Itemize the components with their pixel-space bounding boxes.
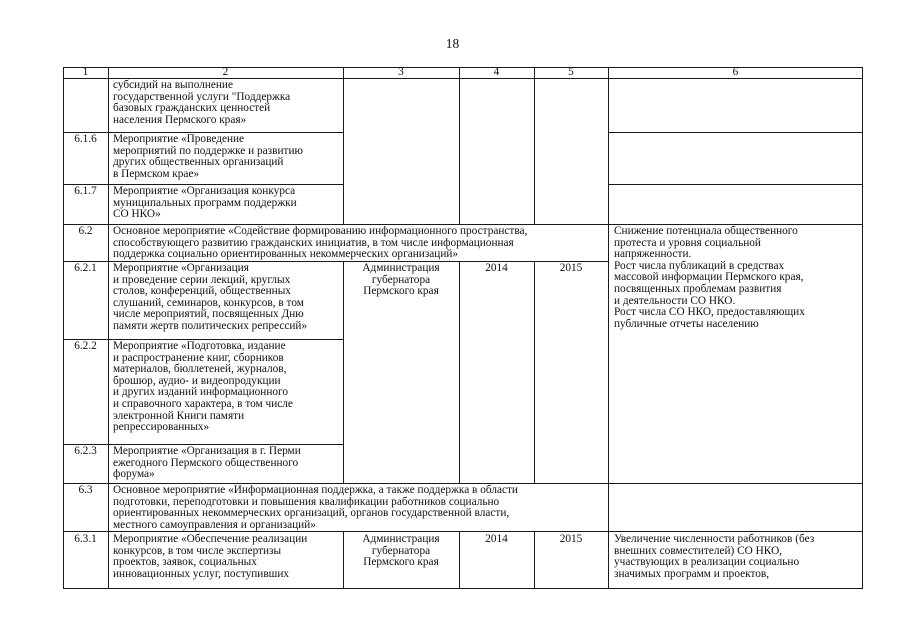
row-621-end: 2015 [559,262,583,274]
row-616-name: Мероприятие «Проведение мероприятий по поддержке и развитию других общественных организаций в Пермском крае» [113,133,303,180]
row-622-num: 6.2.2 [74,340,97,352]
row-622-name: Мероприятие «Подготовка, издание и распространение книг, сборников материалов, бюллетеней, журналов, брошюр, аудио- и видеопродукции и других изданий информационного и справочного характера, в том числе электронной Книги памяти репрессированных» [113,340,293,434]
rule-right [862,67,863,589]
rule-bottom [63,588,863,589]
row-617-name: Мероприятие «Организация конкурса муниципальных программ поддержки СО НКО» [113,185,297,221]
row-631-end: 2015 [559,533,583,545]
row-cont-name: субсидий на выполнение государственной услуги "Поддержка базовых гражданских ценностей населения Пермского края» [113,79,291,126]
rule-col4-mid [534,261,535,483]
rule-col4-top [534,67,535,224]
row-621-start: 2014 [485,262,508,274]
row-631-name: Мероприятие «Обеспечение реализации конкурсов, в том числе экспертизы проектов, заявок, социальных инновационных услуг, поступивших [113,533,308,580]
page-number: 18 [445,36,460,51]
rule-col1 [108,67,109,589]
program-activities-table [63,67,863,589]
row-63-num: 6.3 [78,484,93,496]
row-62-result: Снижение потенциала общественного протеста и уровня социальной напряженности. Рост числа публикаций в средствах массовой информации Пермского края, посвященных проблемам развития и деятельности СО НКО. Рост числа СО НКО, предоставляющих публичные отчеты населению [614,225,805,330]
rule-col6-after-cont [608,132,863,133]
row-623-name: Мероприятие «Организация в г. Перми ежегодного Пермского общественного форума» [113,445,301,481]
row-616-num: 6.1.6 [74,133,97,145]
header-col-2: 2 [222,66,229,78]
row-62-num: 6.2 [78,225,93,237]
row-62-name: Основное мероприятие «Содействие формированию информационного пространства, способствующего развитию гражданских инициатив, в том числе информационная поддержка социально ориентированных некоммерческих организаций» [113,225,528,261]
header-col-5: 5 [568,66,574,78]
row-621-executor: Администрация губернатора Пермского края [362,262,440,298]
header-col-1: 1 [82,66,89,78]
rule-col3-top [459,67,460,224]
header-col-3: 3 [398,66,404,78]
row-631-result: Увеличение численности работников (без внешних совместителей) СО НКО, участвующих в реализации социально значимых программ и проектов, [614,533,815,580]
header-col-4: 4 [493,66,500,78]
row-621-num: 6.2.1 [74,262,97,274]
row-631-start: 2014 [485,533,508,545]
rule-col6-after-616 [608,184,863,185]
row-631-num: 6.3.1 [74,533,97,545]
row-623-num: 6.2.3 [74,445,97,457]
row-617-num: 6.1.7 [74,185,97,197]
rule-col5 [608,67,609,589]
row-621-name: Мероприятие «Организация и проведение серии лекций, круглых столов, конференций, общественных слушаний, семинаров, конкурсов, в том числе мероприятий, посвященных Дню памяти жертв политических репрессий» [113,262,308,332]
rule-col3-mid [459,261,460,483]
row-63-name: Основное мероприятие «Информационная поддержка, а также поддержка в области подготовки, переподготовки и повышения квалификации работников социально ориентированных некоммерческих организаций, органов государственной власти, местного самоуправления и организаций» [113,484,518,531]
rule-col2-top [343,67,344,224]
row-631-executor: Администрация губернатора Пермского края [362,533,440,569]
header-col-6: 6 [732,66,739,78]
